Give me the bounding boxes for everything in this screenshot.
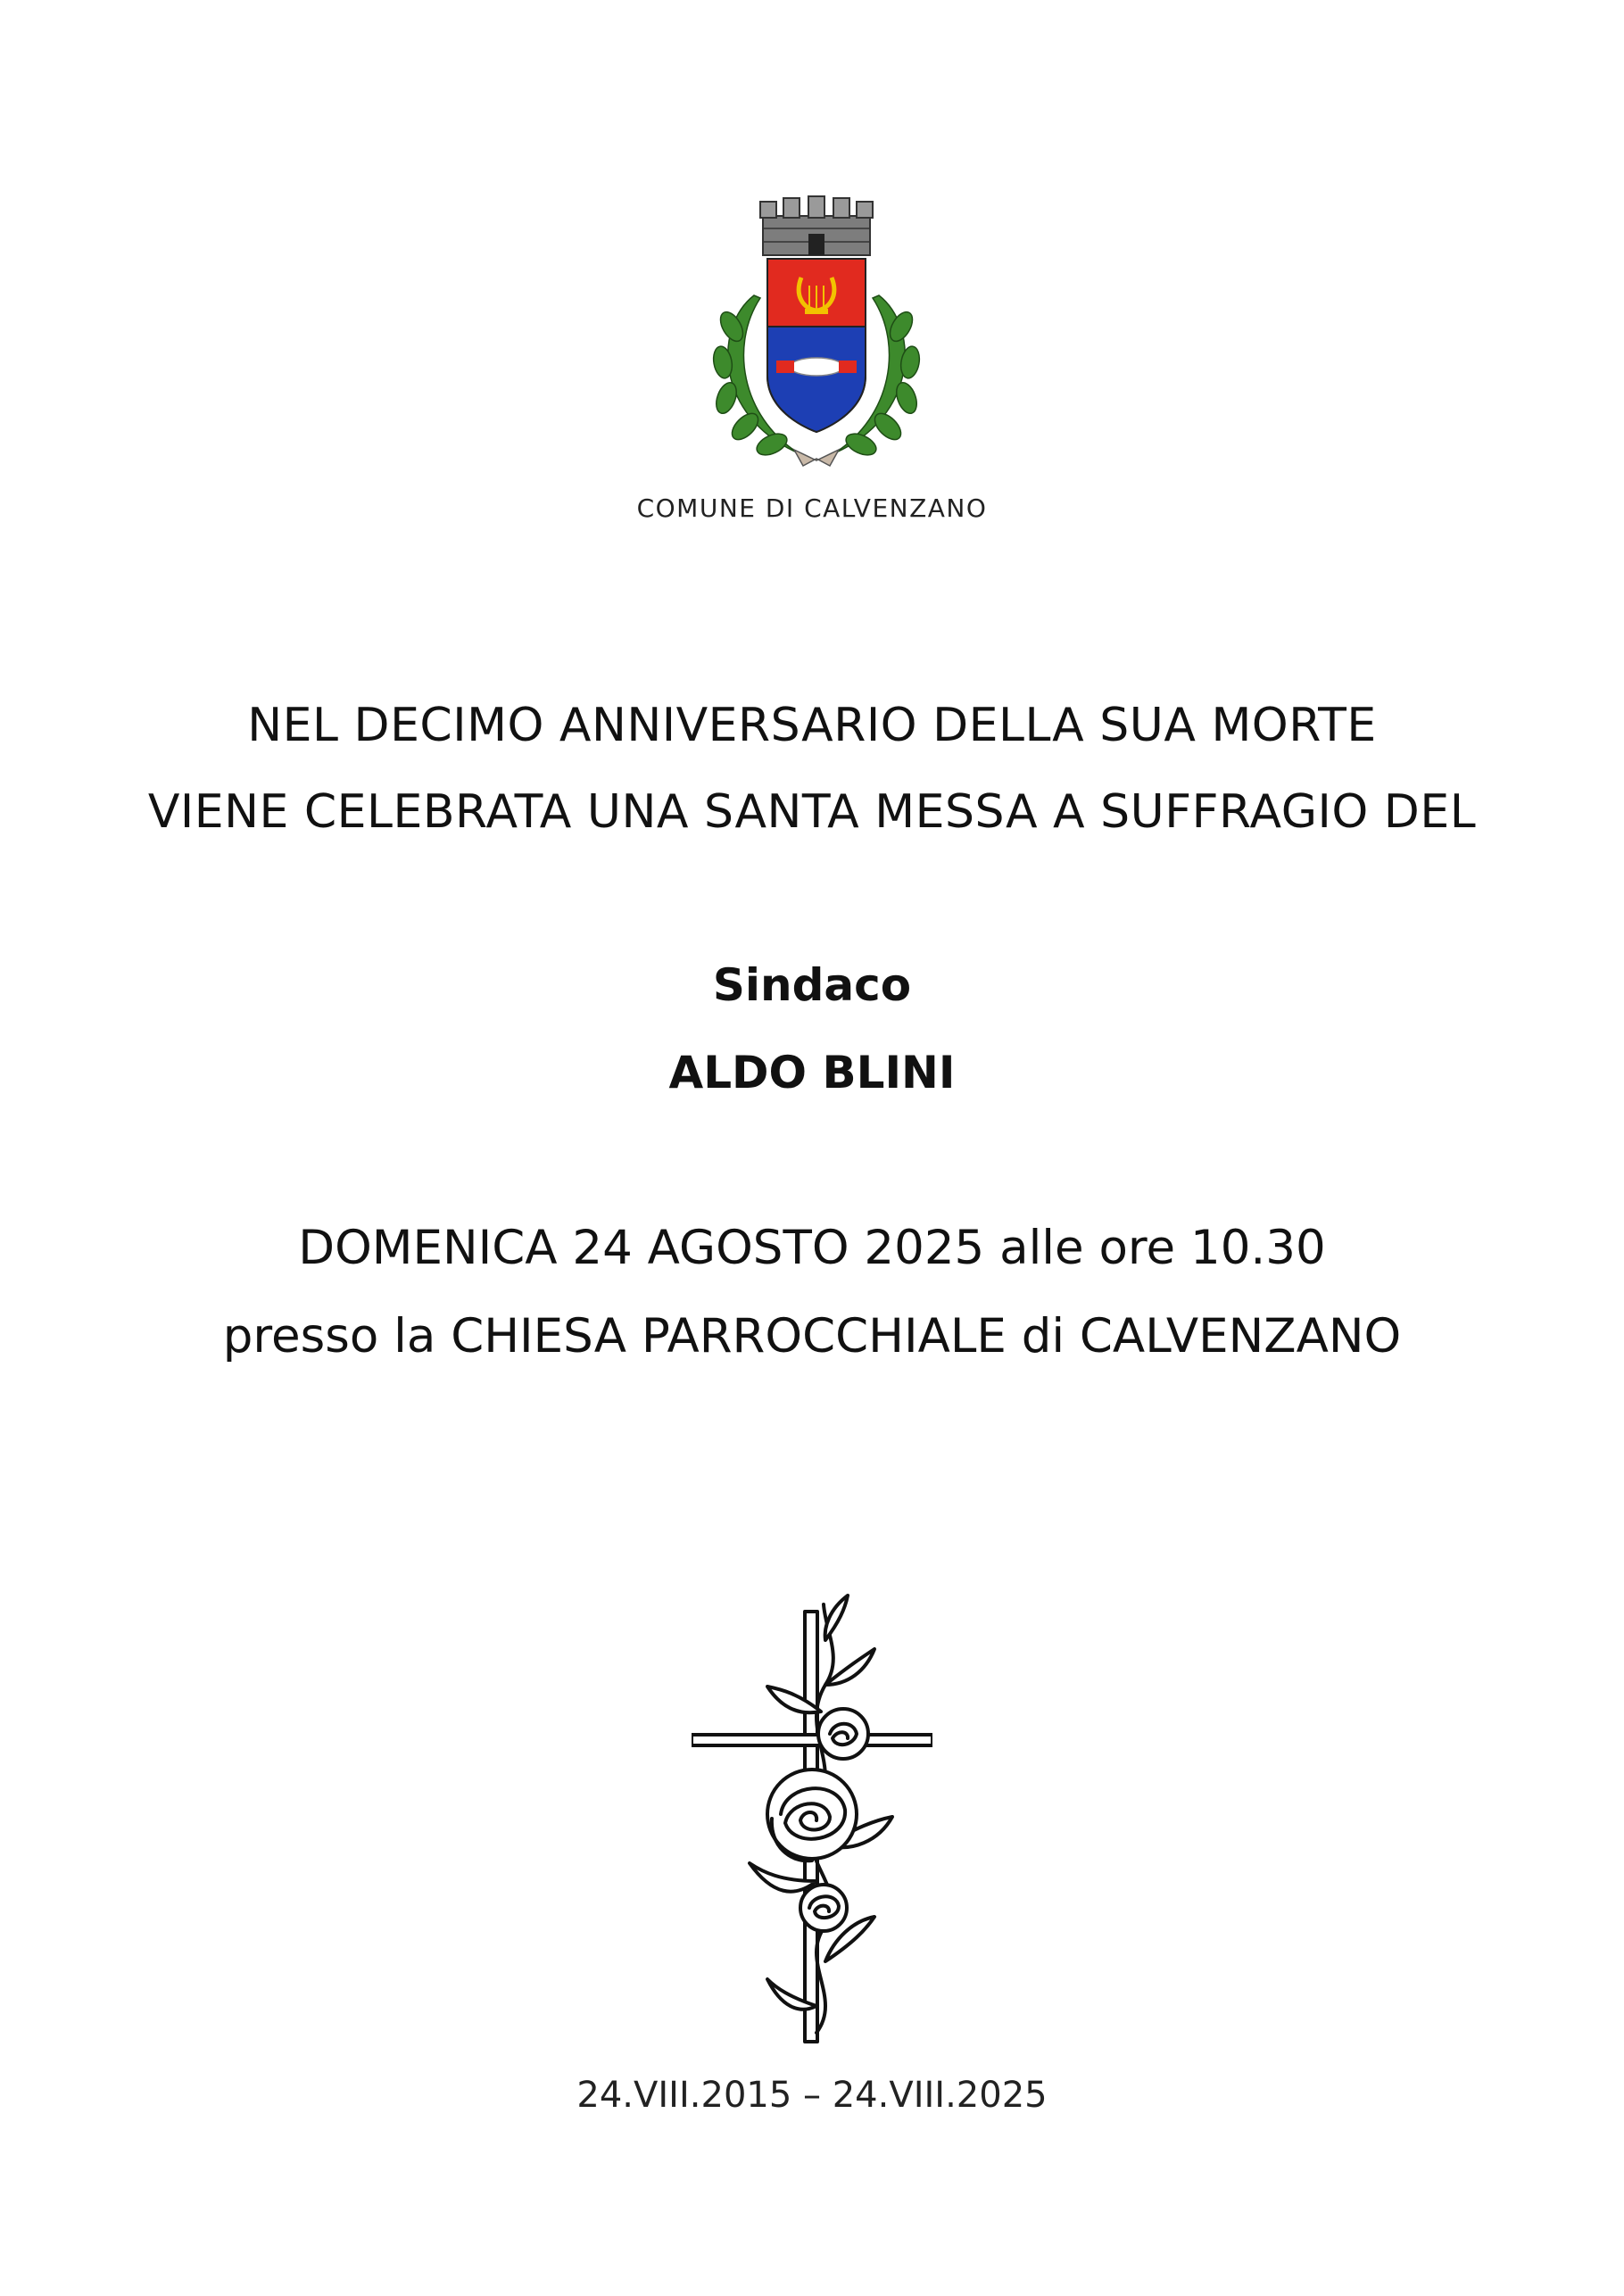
cross-with-roses-icon <box>692 1587 932 2049</box>
person-name: ALDO BLINI <box>668 1047 956 1098</box>
announcement-line-2: VIENE CELEBRATA UNA SANTA MESSA A SUFFRAGIO DEL <box>147 785 1477 839</box>
mass-place: presso la CHIESA PARROCCHIALE di CALVENZANO <box>222 1309 1402 1364</box>
memorial-years: 24.VIII.2015 – 24.VIII.2025 <box>576 2075 1048 2116</box>
mass-date: DOMENICA 24 AGOSTO 2025 alle ore 10.30 <box>298 1221 1326 1275</box>
announcement-line-1: NEL DECIMO ANNIVERSARIO DELLA SUA MORTE <box>247 699 1377 752</box>
person-title: Sindaco <box>712 959 912 1011</box>
shield-icon <box>767 259 866 432</box>
crown-icon <box>760 196 873 255</box>
calvenzano-coat-of-arms-icon <box>705 193 928 471</box>
comune-label: COMUNE DI CALVENZANO <box>636 493 988 523</box>
